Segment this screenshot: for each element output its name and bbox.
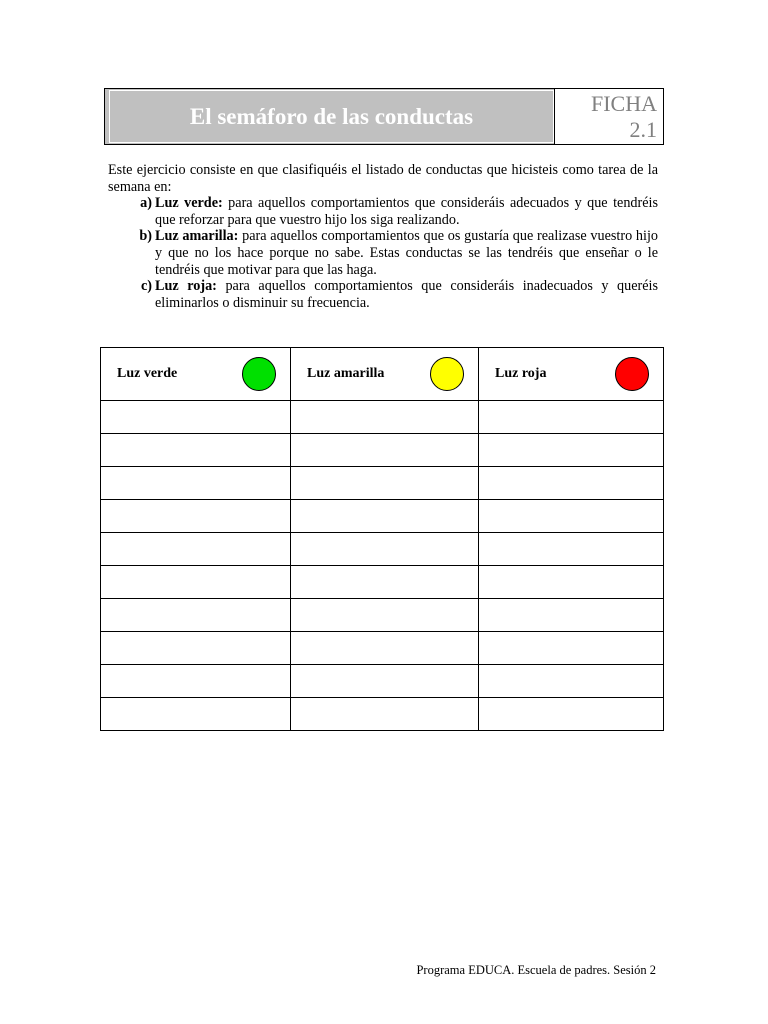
- header-title-panel: [105, 89, 555, 144]
- table-row: [101, 632, 664, 665]
- table-cell: [101, 566, 291, 599]
- option-letter: c): [140, 278, 152, 295]
- table-row: [101, 533, 664, 566]
- ficha-label: FICHA: [590, 91, 657, 116]
- table-cell: [101, 698, 291, 731]
- table-cell: [479, 500, 664, 533]
- option-yellow: [108, 228, 658, 278]
- table-cell: [291, 500, 479, 533]
- option-green: [108, 195, 658, 228]
- ficha-panel: [555, 89, 663, 144]
- table-cell: [479, 599, 664, 632]
- table-cell: [479, 533, 664, 566]
- column-label: Luz amarilla: [307, 366, 385, 381]
- column-label: Luz verde: [117, 366, 178, 381]
- worksheet-header: [104, 88, 664, 145]
- table-cell: [291, 665, 479, 698]
- page-footer: Programa EDUCA. Escuela de padres. Sesión 2: [416, 963, 656, 977]
- option-red: [108, 278, 658, 311]
- green-light-icon: [242, 357, 276, 391]
- option-description: para aquellos comportamientos que os gustaría que realizase vuestro hijo y que no los hace porque no sabe. Estas conductas se las tendréis que enseñar o le tendréis que motivar para que las haga.: [155, 228, 658, 278]
- table-row: [101, 599, 664, 632]
- option-text: [155, 278, 658, 311]
- page-title: El semáforo de las conductas: [109, 90, 554, 143]
- table-row: [101, 434, 664, 467]
- table-cell: [479, 434, 664, 467]
- option-letter: b): [139, 228, 152, 245]
- table-cell: [291, 401, 479, 434]
- table-cell: [101, 665, 291, 698]
- table-cell: [479, 566, 664, 599]
- table-row: [101, 566, 664, 599]
- column-header-green: [101, 348, 291, 401]
- table-cell: [479, 632, 664, 665]
- option-text: [155, 228, 658, 278]
- table-row: [101, 698, 664, 731]
- option-text: [155, 195, 658, 228]
- table-cell: [101, 467, 291, 500]
- option-description: para aquellos comportamientos que consideráis adecuados y que tendréis que reforzar para que vuestro hijo los siga realizando.: [155, 195, 658, 228]
- table-cell: [291, 566, 479, 599]
- table-cell: [291, 467, 479, 500]
- column-header-yellow: [291, 348, 479, 401]
- table-cell: [291, 533, 479, 566]
- table-cell: [291, 632, 479, 665]
- table-cell: [479, 401, 664, 434]
- table-cell: [479, 698, 664, 731]
- table-row: [101, 467, 664, 500]
- table-row: [101, 665, 664, 698]
- red-light-icon: [615, 357, 649, 391]
- table-cell: [291, 599, 479, 632]
- option-term: Luz roja:: [155, 278, 217, 295]
- table-header-row: [101, 348, 664, 401]
- table-cell: [101, 533, 291, 566]
- traffic-light-table: [100, 347, 664, 731]
- instructions: [108, 162, 658, 311]
- column-label: Luz roja: [495, 366, 547, 381]
- table-cell: [101, 434, 291, 467]
- table-row: [101, 401, 664, 434]
- yellow-light-icon: [430, 357, 464, 391]
- instructions-paragraph: Este ejercicio consiste en que clasifiquéis el listado de conductas que hicisteis como tarea de la semana en:: [108, 162, 658, 195]
- option-term: Luz verde:: [155, 195, 223, 212]
- table-row: [101, 500, 664, 533]
- table-cell: [291, 434, 479, 467]
- option-letter: a): [140, 195, 152, 212]
- table-cell: [101, 632, 291, 665]
- option-term: Luz amarilla:: [155, 228, 239, 245]
- table-cell: [101, 500, 291, 533]
- ficha-number: 2.1: [629, 117, 657, 142]
- option-description: para aquellos comportamientos que consideráis inadecuados y queréis eliminarlos o disminuir su frecuencia.: [155, 278, 659, 311]
- column-header-red: [479, 348, 664, 401]
- table-cell: [101, 401, 291, 434]
- table-cell: [291, 698, 479, 731]
- table-cell: [101, 599, 291, 632]
- table-cell: [479, 467, 664, 500]
- table-cell: [479, 665, 664, 698]
